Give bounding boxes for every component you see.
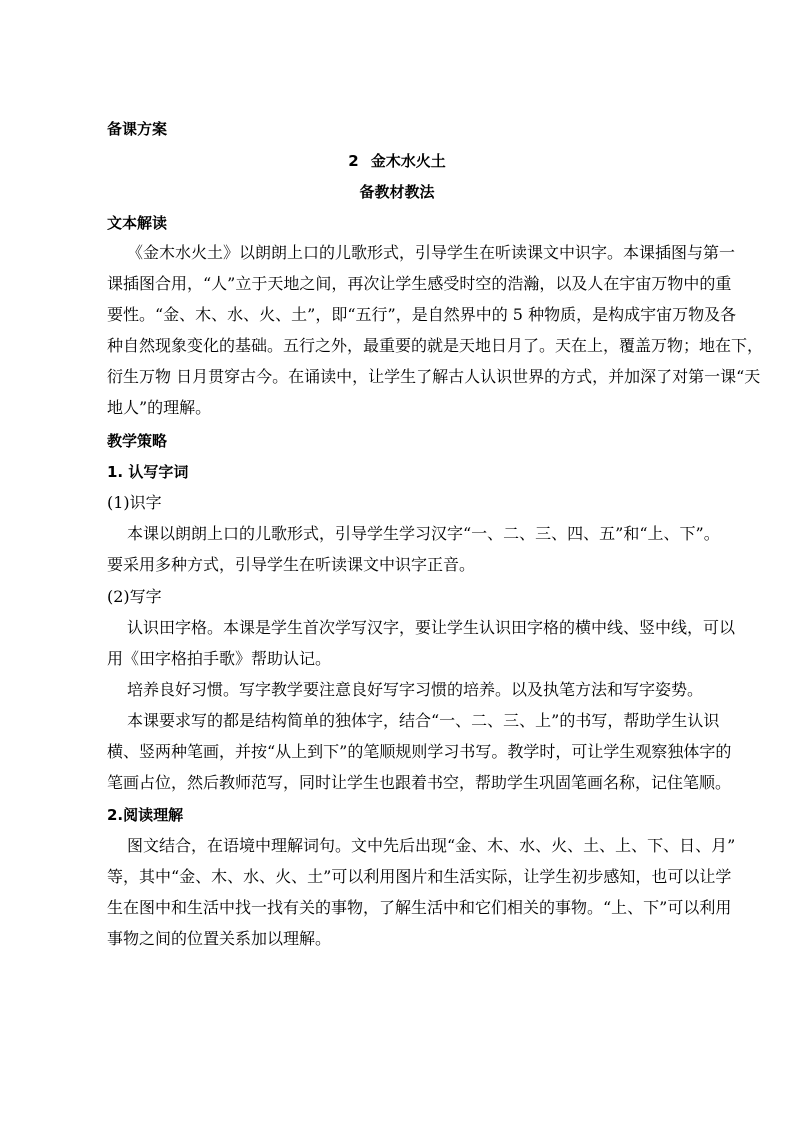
lesson-subtitle: 备教材教法 bbox=[359, 183, 435, 201]
text-reading-line: 种自然现象变化的基础。五行之外，最重要的就是天地日月了。天在上，覆盖万物；地在下， bbox=[107, 336, 764, 355]
write-line: 用《田字格拍手歌》帮助认记。 bbox=[107, 649, 332, 668]
text-reading-line: 要性。“金、木、水、火、土”，即“五行”，是自然界中的 5 种物质，是构成宇宙万物及各 bbox=[107, 305, 737, 324]
reading-line: 等，其中“金、木、水、火、土”可以利用图片和生活实际，让学生初步感知，也可以让学 bbox=[107, 867, 732, 886]
write-line: 横、竖两种笔画，并按“从上到下”的笔顺规则学习书写。教学时，可让学生观察独体字的 bbox=[107, 742, 732, 761]
section-heading-text-reading: 文本解读 bbox=[107, 214, 168, 232]
text-reading-line: 课插图合用，“人”立于天地之间，再次让学生感受时空的浩瀚，以及人在宇宙万物中的重 bbox=[107, 274, 732, 293]
part-label-write: (2)写字 bbox=[107, 587, 162, 606]
recognize-line: 本课以朗朗上口的儿歌形式，引导学生学习汉字“一、二、三、四、五”和“上、下”。 bbox=[127, 524, 720, 543]
write-line: 笔画占位，然后教师范写，同时让学生也跟着书空，帮助学生巩固笔画名称，记住笔顺。 bbox=[107, 773, 732, 792]
lesson-title bbox=[0, 151, 794, 171]
write-line: 培养良好习惯。写字教学要注意良好写字习惯的培养。以及执笔方法和写字姿势。 bbox=[127, 680, 704, 699]
reading-line: 事物之间的位置关系加以理解。 bbox=[107, 929, 332, 948]
lesson-number: 2 bbox=[348, 152, 359, 170]
section-heading-strategy: 教学策略 bbox=[107, 432, 168, 450]
text-reading-line: 衍生万物 日月贯穿古今。在诵读中，让学生了解古人认识世界的方式，并加深了对第一课“天 bbox=[107, 367, 761, 386]
doc-label: 备课方案 bbox=[107, 120, 168, 138]
part-label-recognize: (1)识字 bbox=[107, 493, 162, 512]
write-line: 认识田字格。本课是学生首次学写汉字，要让学生认识田字格的横中线、竖中线，可以 bbox=[127, 618, 736, 637]
write-line: 本课要求写的都是结构简单的独体字，结合“一、二、三、上”的书写，帮助学生认识 bbox=[127, 711, 720, 730]
reading-line: 生在图中和生活中找一找有关的事物，了解生活中和它们相关的事物。“上、下”可以利用 bbox=[107, 898, 732, 917]
reading-line: 图文结合，在语境中理解词句。文中先后出现“金、木、水、火、土、上、下、日、月” bbox=[127, 836, 736, 855]
text-reading-line: 地人”的理解。 bbox=[107, 398, 212, 417]
text-reading-line: 《金木水火土》以朗朗上口的儿歌形式，引导学生在听读课文中识字。本课插图与第一 bbox=[127, 243, 736, 262]
subsection-heading-words: 1. 认写字词 bbox=[107, 463, 189, 481]
subsection-heading-reading: 2.阅读理解 bbox=[107, 806, 184, 824]
recognize-line: 要采用多种方式，引导学生在听读课文中识字正音。 bbox=[107, 555, 476, 574]
lesson-title-text: 金木水火土 bbox=[370, 152, 446, 170]
